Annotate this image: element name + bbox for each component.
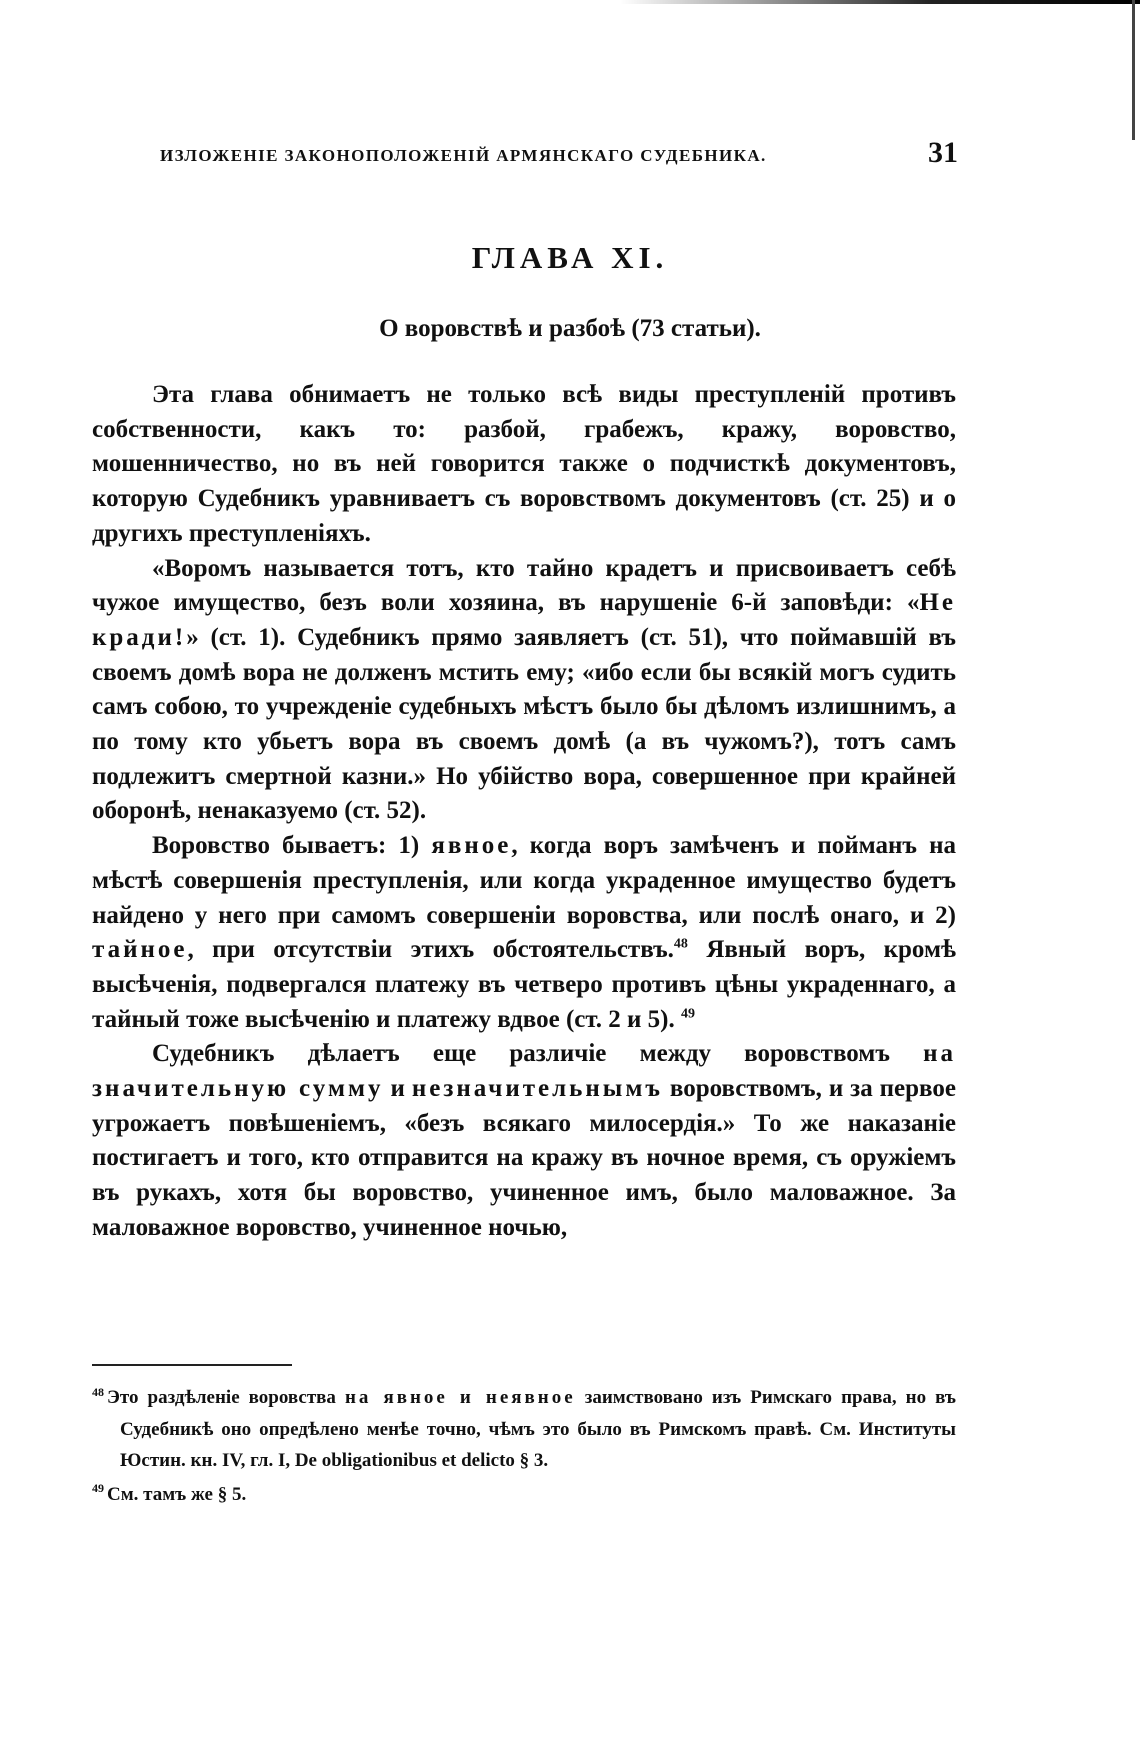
emphasized-text: тайное [92, 936, 188, 964]
paragraph-text: Явный воръ, кромѣ высѣченія, подвергался платежу въ четверо противъ цѣны украденнаго, а тайный тоже высѣченію и платежу вдвое (ст. 2 и 5). [92, 936, 956, 1033]
page-number: 31 [928, 136, 958, 169]
paragraph [92, 829, 956, 1037]
footnote-mark: 48 [92, 1384, 104, 1399]
scan-edge-top [620, 0, 1140, 4]
paragraph-text: Воровство бываетъ: 1) [152, 832, 432, 860]
paragraph-text: воровствомъ, и за первое угрожаетъ повѣшеніемъ, «безъ всякаго милосердія.» То же наказаніе постигаетъ и того, кто отправится на кражу въ ночное время, съ оружіемъ въ рукахъ, хотя бы воровство, учиненное имъ, было маловажное. За маловажное воровство, учиненное ночью, [92, 1075, 956, 1241]
paragraph-text: , при отсутствіи этихъ обстоятельствъ. [187, 936, 674, 964]
chapter-title: ГЛАВА XI. [471, 240, 669, 275]
emphasized-text: явное [431, 832, 512, 860]
emphasized-text: на значительную сумму [92, 1040, 956, 1103]
paragraph [92, 378, 956, 552]
paragraph-text: , когда воръ замѣченъ и пойманъ на мѣстѣ совершенія преступленія, или когда украденное имущество будетъ найдено у него при самомъ совершеніи воровства, или послѣ онаго, и 2) [92, 832, 956, 929]
paragraph [92, 552, 956, 830]
emphasized-text: Не кради! [92, 589, 956, 651]
paragraph-text: и [383, 1075, 412, 1103]
footnote-reference[interactable]: 48 [673, 936, 688, 952]
paragraph-text: » (ст. 1). Судебникъ прямо заявляетъ (ст. 51), что поймавшій въ своемъ домѣ вора не долженъ мстить ему; «ибо если бы всякій могъ судить самъ собою, то учрежденіе судебныхъ мѣстъ было бы дѣломъ излишнимъ, а по тому кто убьетъ вора въ своемъ домѣ (а въ чужомъ?), тотъ самъ подлежитъ смертной казни.» Но убійство вора, совершенное при крайней оборонѣ, ненаказуемо (ст. 52). [92, 623, 956, 825]
running-header: ИЗЛОЖЕНІЕ ЗАКОНОПОЛОЖЕНІЙ АРМЯНСКАГО СУДЕБНИКА. [160, 146, 767, 165]
footnote-text: Это раздѣленіе воровства [107, 1387, 345, 1408]
footnotes [92, 1382, 956, 1512]
footnote-divider [92, 1364, 292, 1366]
paragraph [92, 1037, 956, 1245]
emphasized-text: на явное и неявное [344, 1387, 576, 1408]
paragraph-text: Эта глава обнимаетъ не только всѣ виды преступленій противъ собственности, какъ то: разбой, грабежъ, кражу, воровство, мошенничество, но въ ней говорится также о подчисткѣ документовъ, которую Судебникъ уравниваетъ съ воровствомъ документовъ (ст. 25) и о другихъ преступленіяхъ. [92, 381, 956, 547]
footnote-reference[interactable]: 49 [681, 1006, 696, 1022]
emphasized-text: незначительнымъ [411, 1075, 663, 1103]
paragraph-text: «Воромъ называется тотъ, кто тайно крадетъ и присвоиваетъ себѣ чужое имущество, безъ воли хозяина, въ нарушеніе 6-й заповѣди: « [92, 554, 956, 617]
chapter-subtitle: О воровствѣ и разбоѣ (73 статьи). [379, 315, 761, 342]
footnote-text: См. тамъ же § 5. [107, 1483, 247, 1505]
body-text [92, 378, 956, 1246]
footnote [92, 1382, 956, 1477]
footnote-mark: 49 [92, 1481, 104, 1496]
scan-edge-right [1132, 0, 1135, 140]
paragraph-text: Судебникъ дѣлаетъ еще различіе между воровствомъ [152, 1040, 924, 1068]
footnote [92, 1479, 956, 1511]
footnote-text: заимствовано изъ Римскаго права, но въ Судебникѣ оно опредѣлено менѣе точно, чѣмъ это было въ Римскомъ правѣ. См. Институты Юстин. кн. IV, гл. I, De obligationibus et delicto § 3. [120, 1387, 956, 1471]
